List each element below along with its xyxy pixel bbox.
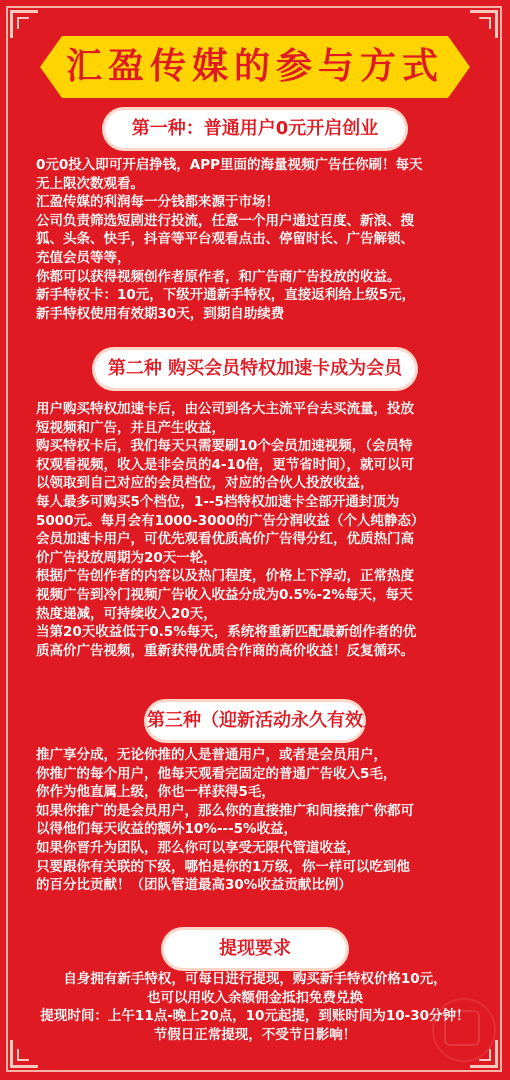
body-line: 短视频和广告，并且产生收益， xyxy=(36,419,225,436)
body-line: 如果你推广的是会员用户，那么你的直接推广和间接推广你都可 xyxy=(36,802,414,819)
body-line: 只要跟你有关联的下级，哪怕是你的1万级，你一样可以吃到他 xyxy=(36,858,410,875)
body-line: 自身拥有新手特权，可每日进行提现，购买新手特权价格10元， xyxy=(63,971,447,987)
section-1-heading: 第一种：普通用户0元开启创业 xyxy=(105,110,405,148)
section-2-body xyxy=(36,400,478,660)
section-1-body xyxy=(36,156,478,323)
body-line: 充值会员等等， xyxy=(36,249,131,266)
body-line: 5000元。每月会有1000-3000的广告分润收益（个人纯静态） xyxy=(36,512,425,529)
body-line: 以领取到自己对应的会员档位，对应的合伙人投放收益， xyxy=(36,475,374,492)
section-3-body xyxy=(36,746,478,895)
body-line: 你都可以获得视频创作者原作者，和广告商广告投放的收益。 xyxy=(36,268,401,285)
section-3-heading: 第三种（迎新活动永久有效） xyxy=(147,702,363,740)
body-line: 推广享分成，无论你推的人是普通用户，或者是会员用户， xyxy=(36,747,387,763)
withdrawal-body xyxy=(30,970,480,1044)
body-line: 0元0投入即可开启挣钱，APP里面的海量视频广告任你刷！每天 xyxy=(36,157,423,173)
body-line: 的百分比贡献！（团队管道最高30%收益贡献比例） xyxy=(36,877,352,894)
body-line: 根据广告创作者的内容以及热门程度，价格上下浮动，正常热度 xyxy=(36,568,414,585)
body-line: 权观看视频，收入是非会员的4-10倍，更节省时间），就可以可 xyxy=(36,456,415,473)
body-line: 也可以用收入余额佣金抵扣免费兑换 xyxy=(147,989,363,1006)
body-line: 价广告投放周期为20天一轮， xyxy=(36,549,217,566)
corner-ornament xyxy=(470,10,498,38)
body-line: 你推广的每个用户，他每天观看完固定的普通广告收入5毛， xyxy=(36,765,397,782)
body-line: 公司负责筛选短剧进行投流，任意一个用户通过百度、新浪、搜 xyxy=(36,212,414,229)
withdrawal-heading: 提现要求 xyxy=(164,930,346,968)
body-line: 质高价广告视频，重新获得优质合作商的高价收益！反复循环。 xyxy=(36,642,414,659)
body-line: 提现时间：上午11点-晚上20点，10元起提，到账时间为10-30分钟！ xyxy=(40,1008,470,1025)
body-line: 购买特权卡后，我们每天只需要刷10个会员加速视频，（会员特 xyxy=(36,438,413,455)
body-line: 热度递减，可持续收入20天， xyxy=(36,605,217,622)
body-line: 新手特权使用有效期30天，到期自助续费 xyxy=(36,305,285,322)
section-2-heading: 第二种 购买会员特权加速卡成为会员 xyxy=(95,350,415,388)
body-line: 视频广告到冷门视频广告收入收益分成为0.5%-2%每天，每天 xyxy=(36,586,413,603)
body-line: 用户购买特权加速卡后，由公司到各大主流平台去买流量，投放 xyxy=(36,401,414,417)
watermark-seal xyxy=(432,998,496,1062)
page-title: 汇盈传媒的参与方式 xyxy=(65,46,444,87)
body-line: 如果你晋升为团队，那么你可以享受无限代管道收益， xyxy=(36,839,360,856)
body-line: 当第20天收益低于0.5%每天，系统将重新匹配最新创作者的优 xyxy=(36,624,417,641)
body-line: 无上限次数观看。 xyxy=(36,175,144,192)
body-line: 新手特权卡：10元，下级开通新手特权，直接返利给上级5元， xyxy=(36,287,416,304)
title-banner xyxy=(40,36,470,98)
body-line: 每人最多可购买5个档位，1--5档特权加速卡全部开通封顶为 xyxy=(36,493,400,510)
corner-ornament xyxy=(10,10,38,38)
body-line: 汇盈传媒的利润每一分钱都来源于市场！ xyxy=(36,194,279,211)
body-line: 以得他们每天收益的额外10%---5%收益， xyxy=(36,821,298,838)
body-line: 狐、头条、快手，抖音等平台观看点击、停留时长、广告解锁、 xyxy=(36,231,414,248)
body-line: 会员加速卡用户，可优先观看优质高价广告得分红，优质热门高 xyxy=(36,531,414,548)
body-line: 节假日正常提现，不受节日影响！ xyxy=(153,1026,357,1043)
body-line: 你作为他直属上级，你也一样获得5毛， xyxy=(36,784,275,801)
